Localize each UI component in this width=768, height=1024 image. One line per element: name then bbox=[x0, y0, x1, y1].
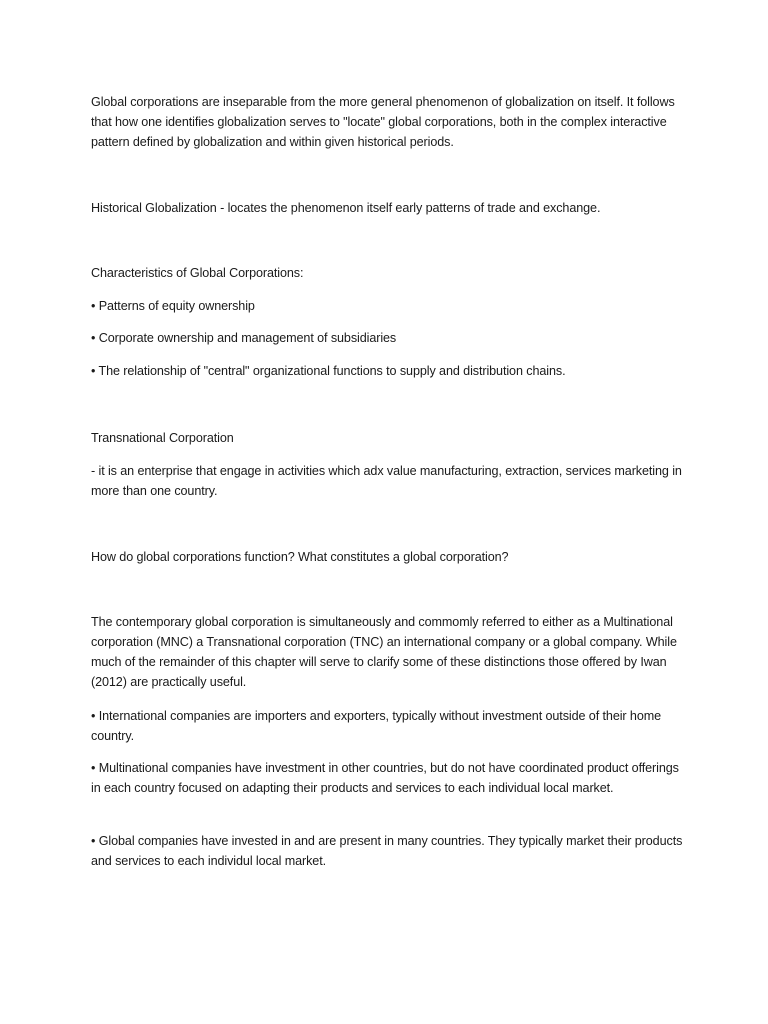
historical-globalization-paragraph: Historical Globalization - locates the phenomenon itself early patterns of trade and exchange. bbox=[91, 201, 601, 215]
question-paragraph: How do global corporations function? What constitutes a global corporation? bbox=[91, 550, 509, 564]
characteristics-heading: Characteristics of Global Corporations: bbox=[91, 266, 304, 280]
contemporary-paragraph: The contemporary global corporation is simultaneously and commomly referred to either as a Multinational corporation (MNC) a Transnational corporation (TNC) an international company or a global company. While much of the remainder of this chapter will serve to clarify some of these distinctions those offered by Iwan (2012) are practically useful. bbox=[91, 615, 677, 689]
bullet-subsidiaries: • Corporate ownership and management of subsidiaries bbox=[91, 331, 397, 345]
bullet-global-companies: • Global companies have invested in and are present in many countries. They typically market their products and services to each individul local market. bbox=[91, 834, 683, 868]
bullet-multinational-companies: • Multinational companies have investment in other countries, but do not have coordinated product offerings in each country focused on adapting their products and services to each individual local market. bbox=[91, 761, 679, 795]
transnational-heading: Transnational Corporation bbox=[91, 431, 234, 445]
bullet-central-functions: • The relationship of "central" organizational functions to supply and distribution chains. bbox=[91, 364, 566, 378]
intro-paragraph: Global corporations are inseparable from the more general phenomenon of globalization on itself. It follows that how one identifies globalization serves to "locate" global corporations, both in the complex interactive pattern defined by globalization and within given historical periods. bbox=[91, 95, 675, 149]
bullet-equity-ownership: • Patterns of equity ownership bbox=[91, 299, 255, 313]
transnational-definition: - it is an enterprise that engage in activities which adx value manufacturing, extraction, services marketing in more than one country. bbox=[91, 464, 682, 498]
bullet-international-companies: • International companies are importers and exporters, typically without investment outside of their home country. bbox=[91, 709, 662, 743]
